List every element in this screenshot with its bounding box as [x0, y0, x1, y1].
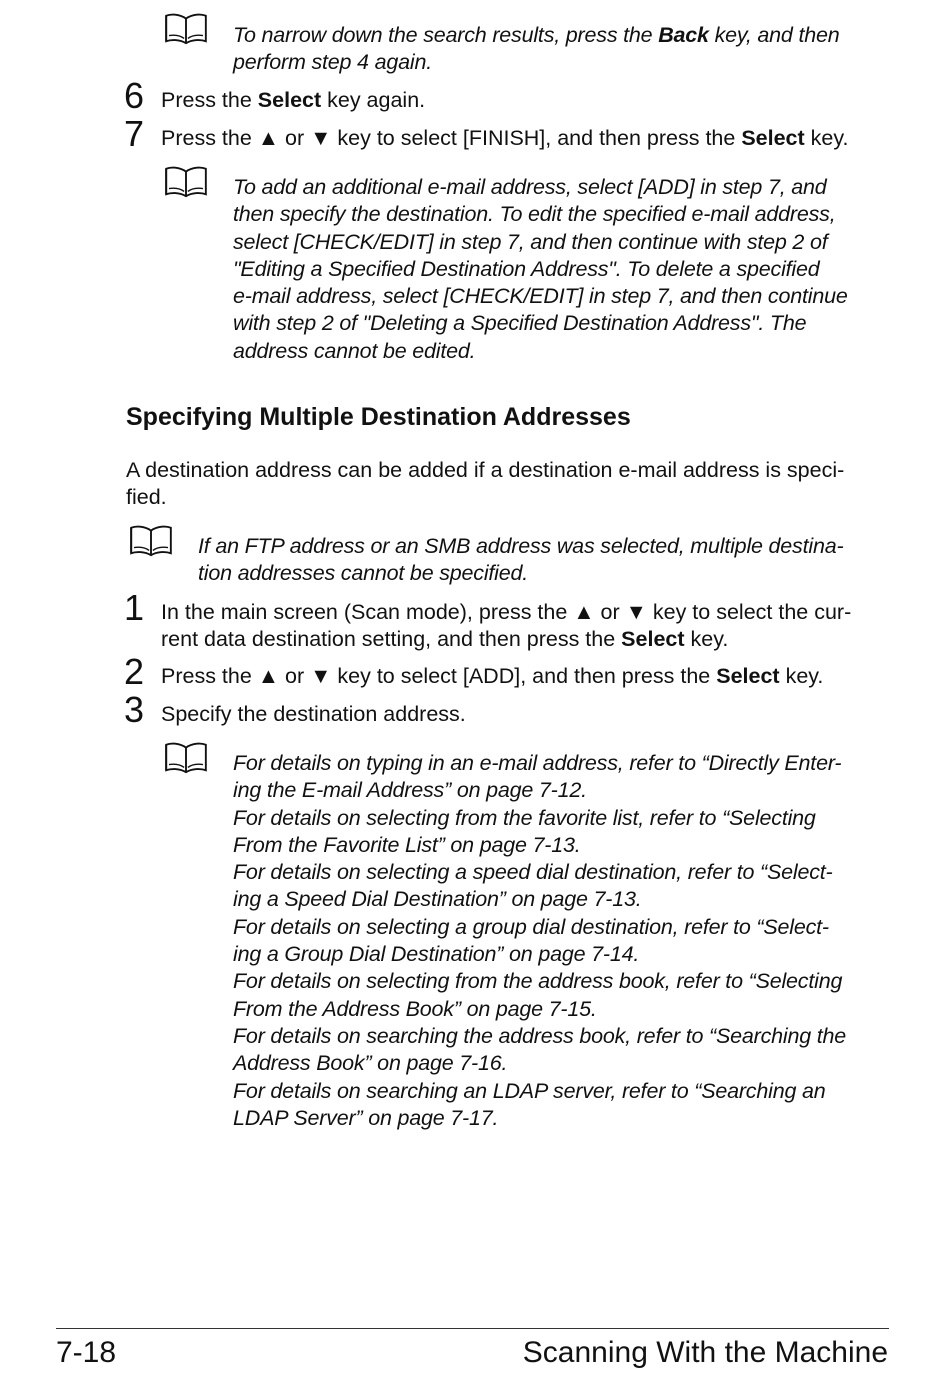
note-block — [162, 165, 210, 204]
intro-paragraph — [126, 457, 906, 511]
step-number: 3 — [124, 689, 145, 730]
note-line: For details on typing in an e-mail address, refer to “Directly Enter- — [233, 751, 842, 775]
step-number: 2 — [124, 651, 145, 692]
note-block — [162, 12, 210, 51]
note-text — [233, 22, 903, 77]
note-line: e-mail address, select [CHECK/EDIT] in step 7, and then continue — [233, 284, 848, 309]
note-line: ing a Group Dial Destination” on page 7-14. — [233, 942, 640, 967]
step-text: Press the ▲ or ▼ key to select [FINISH], and then press the Select key. — [161, 126, 849, 150]
note-line: To add an additional e-mail address, select [ADD] in step 7, and — [233, 175, 827, 199]
note-line: Address Book” on page 7-16. — [233, 1051, 508, 1076]
note-line: address cannot be edited. — [233, 338, 476, 363]
step-number: 6 — [124, 75, 145, 116]
step-line: rent data destination setting, and then press the Select key. — [161, 627, 729, 651]
note-line: LDAP Server” on page 7-17. — [233, 1105, 499, 1130]
note-text — [233, 750, 923, 1132]
note-line: perform step 4 again. — [233, 50, 432, 75]
open-book-note-icon — [127, 524, 175, 558]
note-line: From the Address Book” on page 7-15. — [233, 996, 597, 1021]
open-book-note-icon — [162, 12, 210, 46]
paragraph-line: A destination address can be added if a destination e-mail address is speci- — [126, 458, 845, 482]
footer-divider — [56, 1328, 889, 1329]
step-text — [161, 599, 901, 653]
note-text — [198, 533, 918, 588]
note-line: For details on searching the address book, refer to “Searching the — [233, 1023, 847, 1048]
chapter-title: Scanning With the Machine — [522, 1336, 888, 1369]
open-book-note-icon — [162, 165, 210, 199]
note-line: For details on selecting from the address book, refer to “Selecting — [233, 969, 843, 994]
step-line: In the main screen (Scan mode), press the ▲ or ▼ key to select the cur- — [161, 600, 852, 624]
note-line: select [CHECK/EDIT] in step 7, and then continue with step 2 of — [233, 229, 828, 254]
note-line: ing the E-mail Address” on page 7-12. — [233, 778, 587, 803]
step-number: 1 — [124, 587, 145, 628]
note-line: For details on searching an LDAP server, refer to “Searching an — [233, 1078, 826, 1103]
note-line: ing a Speed Dial Destination” on page 7-13. — [233, 887, 642, 912]
step-number: 7 — [124, 113, 145, 154]
paragraph-line: fied. — [126, 485, 167, 509]
step-text: Press the Select key again. — [161, 88, 426, 112]
note-line: To narrow down the search results, press the Back key, and then — [233, 23, 840, 47]
note-line: For details on selecting a group dial destination, refer to “Select- — [233, 914, 829, 939]
step-text: Specify the destination address. — [161, 702, 466, 726]
open-book-note-icon — [162, 741, 210, 775]
note-line: "Editing a Specified Destination Address". To delete a specified — [233, 256, 820, 281]
note-line: then specify the destination. To edit the specified e-mail address, — [233, 202, 836, 227]
note-line: For details on selecting a speed dial destination, refer to “Select- — [233, 860, 833, 885]
note-line: From the Favorite List” on page 7-13. — [233, 832, 581, 857]
note-line: If an FTP address or an SMB address was selected, multiple destina- — [198, 534, 844, 558]
note-text — [233, 174, 913, 365]
note-block — [127, 524, 175, 563]
note-line: For details on selecting from the favorite list, refer to “Selecting — [233, 805, 816, 830]
step-text: Press the ▲ or ▼ key to select [ADD], and then press the Select key. — [161, 664, 824, 688]
note-line: tion addresses cannot be specified. — [198, 561, 529, 586]
note-block — [162, 741, 210, 780]
section-heading: Specifying Multiple Destination Addresses — [126, 403, 631, 431]
page-number: 7-18 — [56, 1336, 117, 1369]
note-line: with step 2 of "Deleting a Specified Destination Address". The — [233, 311, 807, 336]
